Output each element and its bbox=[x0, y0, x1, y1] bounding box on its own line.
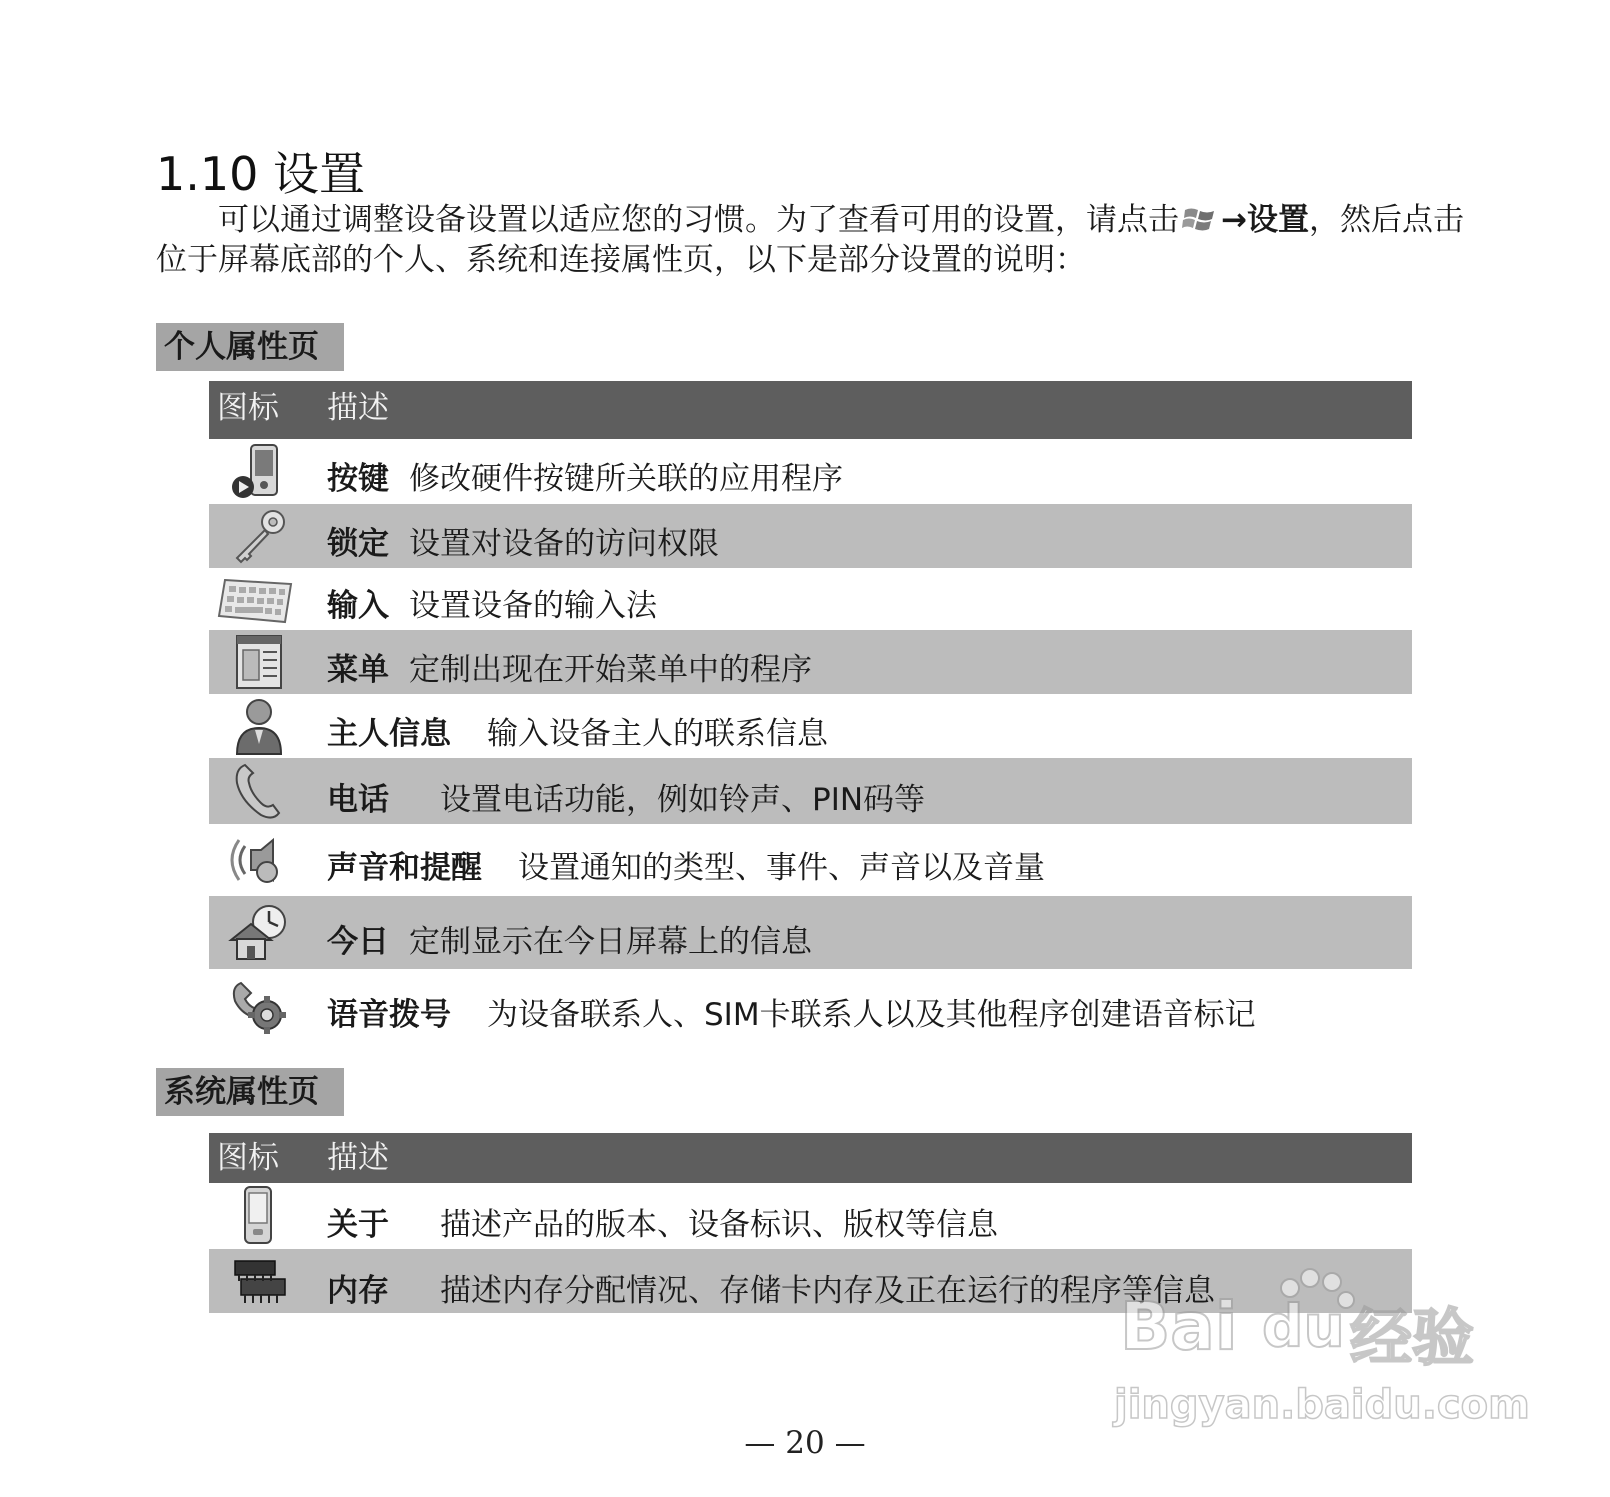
row-name: 输入 bbox=[327, 588, 389, 624]
row-name: 声音和提醒 bbox=[327, 850, 482, 886]
device-about-icon bbox=[227, 1185, 291, 1245]
speaker-sound-icon bbox=[227, 830, 291, 890]
header-desc-label: 描述 bbox=[327, 1140, 389, 1176]
row-desc: 设置对设备的访问权限 bbox=[409, 526, 719, 562]
personal-table bbox=[209, 381, 1412, 1045]
header-icon-label: 图标 bbox=[217, 1140, 279, 1176]
settings-term: 设置 bbox=[1246, 202, 1309, 238]
row-name: 内存 bbox=[327, 1273, 389, 1309]
baidu-jingyan-watermark bbox=[1114, 1268, 1590, 1438]
keyboard-icon bbox=[215, 570, 295, 630]
page-number: — 20 — bbox=[744, 1425, 866, 1461]
row-desc: 修改硬件按键所关联的应用程序 bbox=[409, 461, 843, 497]
header-icon-label: 图标 bbox=[217, 390, 279, 426]
intro-text-2: ，然后点击位于屏幕底部的个人、系统和连接属性页，以下是部分设置的说明： bbox=[156, 202, 1464, 278]
row-desc: 设置通知的类型、事件、声音以及音量 bbox=[518, 850, 1045, 886]
row-desc: 定制出现在开始菜单中的程序 bbox=[409, 652, 812, 688]
table-header bbox=[209, 381, 1412, 439]
table-row bbox=[209, 568, 1412, 630]
row-desc: 定制显示在今日屏幕上的信息 bbox=[409, 924, 812, 960]
row-name: 主人信息 bbox=[327, 716, 451, 752]
memory-chip-icon bbox=[227, 1251, 291, 1311]
table-row bbox=[209, 969, 1412, 1045]
watermark-du: du bbox=[1262, 1292, 1345, 1360]
page-title: 1.10 设置 bbox=[156, 147, 366, 201]
watermark-bai: Bai bbox=[1120, 1288, 1238, 1365]
table-row bbox=[209, 439, 1412, 504]
table-row bbox=[209, 824, 1412, 896]
key-lock-icon bbox=[227, 506, 291, 566]
section-label-personal: 个人属性页 bbox=[156, 323, 344, 371]
row-name: 关于 bbox=[327, 1207, 389, 1243]
watermark-jingyan-cn: 经验 bbox=[1350, 1301, 1475, 1374]
table-row bbox=[209, 630, 1412, 694]
row-desc: 设置电话功能，例如铃声、PIN码等 bbox=[440, 782, 926, 818]
voice-dial-gear-icon bbox=[227, 977, 291, 1037]
row-desc: 为设备联系人、SIM卡联系人以及其他程序创建语音标记 bbox=[487, 997, 1256, 1033]
intro-text-1: 可以通过调整设备设置以适应您的习惯。为了查看可用的设置，请点击 bbox=[218, 202, 1179, 238]
row-name: 今日 bbox=[327, 924, 389, 960]
row-name: 按键 bbox=[327, 461, 389, 497]
row-name: 电话 bbox=[327, 782, 389, 818]
table-row bbox=[209, 1183, 1412, 1249]
table-row bbox=[209, 896, 1412, 969]
row-name: 语音拨号 bbox=[327, 997, 451, 1033]
section-label-system: 系统属性页 bbox=[156, 1068, 344, 1116]
row-desc: 输入设备主人的联系信息 bbox=[487, 716, 828, 752]
row-desc: 描述产品的版本、设备标识、版权等信息 bbox=[440, 1207, 998, 1243]
table-row bbox=[209, 694, 1412, 758]
table-row bbox=[209, 504, 1412, 568]
row-desc: 设置设备的输入法 bbox=[409, 588, 657, 624]
row-desc: 描述内存分配情况、存储卡内存及正在运行的程序等信息 bbox=[440, 1273, 1215, 1309]
windows-start-icon bbox=[1181, 204, 1219, 234]
menu-icon bbox=[227, 632, 291, 692]
owner-person-icon bbox=[227, 696, 291, 756]
table-row bbox=[209, 758, 1412, 824]
header-desc-label: 描述 bbox=[327, 390, 389, 426]
arrow-glyph: → bbox=[1221, 202, 1247, 238]
row-name: 菜单 bbox=[327, 652, 389, 688]
intro-paragraph bbox=[156, 200, 1476, 280]
home-clock-icon bbox=[227, 902, 291, 962]
table-header bbox=[209, 1133, 1412, 1183]
row-name: 锁定 bbox=[327, 526, 389, 562]
phone-handset-icon bbox=[227, 761, 291, 821]
phone-buttons-icon bbox=[227, 443, 291, 503]
watermark-url: jingyan.baidu.com bbox=[1114, 1382, 1530, 1428]
